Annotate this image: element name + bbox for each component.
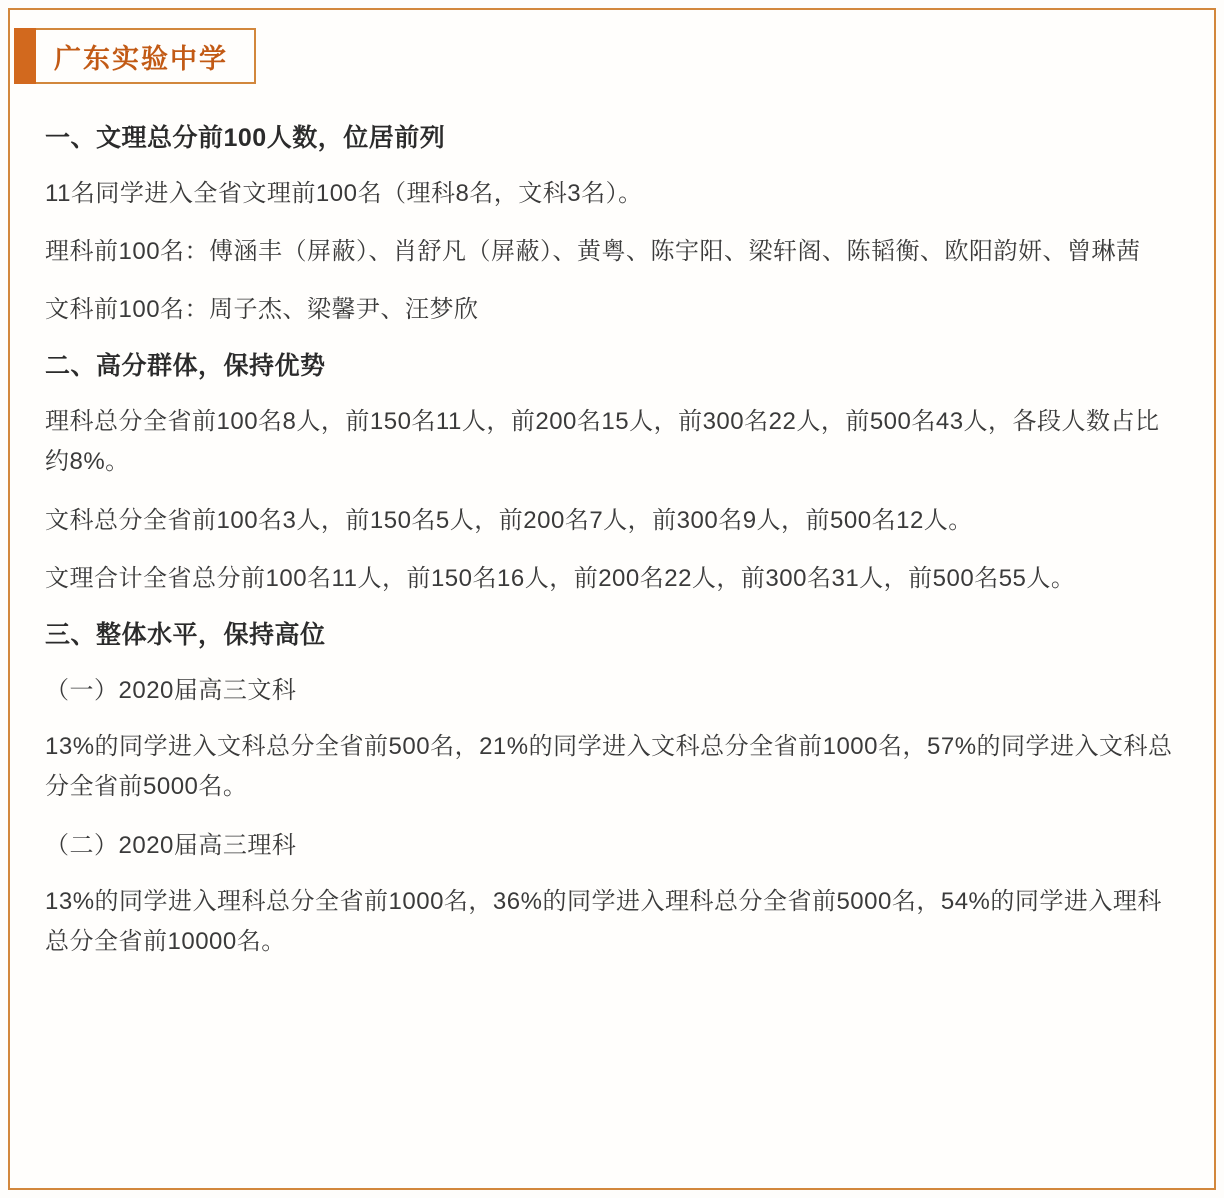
section-heading-2: 二、高分群体，保持优势	[45, 352, 326, 381]
school-title-block	[14, 28, 256, 84]
section-2-paragraph-2: 文科总分全省前100名3人，前150名5人，前200名7人，前300名9人，前500名12人。	[45, 506, 973, 534]
title-box	[36, 28, 256, 84]
section-1-paragraph-2: 理科前100名：傅涵丰（屏蔽）、肖舒凡（屏蔽）、黄粤、陈宇阳、梁轩阁、陈韬衡、欧阳韵妍、曾琳茜	[45, 237, 1141, 265]
section-3-paragraph-2: 13%的同学进入理科总分全省前1000名，36%的同学进入理科总分全省前5000名，54%的同学进入理科总分全省前10000名。	[45, 887, 1162, 956]
section-1-paragraph-3: 文科前100名：周子杰、梁馨尹、汪梦欣	[45, 296, 479, 324]
section-heading-3: 三、整体水平，保持高位	[45, 621, 326, 650]
section-1-paragraph-1: 11名同学进入全省文理前100名（理科8名，文科3名）。	[45, 179, 643, 207]
page-title: 广东实验中学	[54, 43, 228, 74]
title-accent-bar	[14, 28, 36, 84]
section-2-paragraph-3: 文理合计全省总分前100名11人，前150名16人，前200名22人，前300名31人，前500名55人。	[45, 564, 1076, 592]
document-body	[45, 120, 1184, 981]
section-heading-1: 一、文理总分前100人数，位居前列	[45, 124, 446, 152]
section-3-paragraph-1: 13%的同学进入文科总分全省前500名，21%的同学进入文科总分全省前1000名，57%的同学进入文科总分全省前5000名。	[45, 733, 1173, 801]
section-2-paragraph-1: 理科总分全省前100名8人，前150名11人，前200名15人，前300名22人，前500名43人，各段人数占比约8%。	[45, 407, 1160, 476]
section-3-subheading-1: （一）2020届高三文科	[45, 676, 297, 704]
section-3-subheading-2: （二）2020届高三理科	[45, 831, 297, 859]
